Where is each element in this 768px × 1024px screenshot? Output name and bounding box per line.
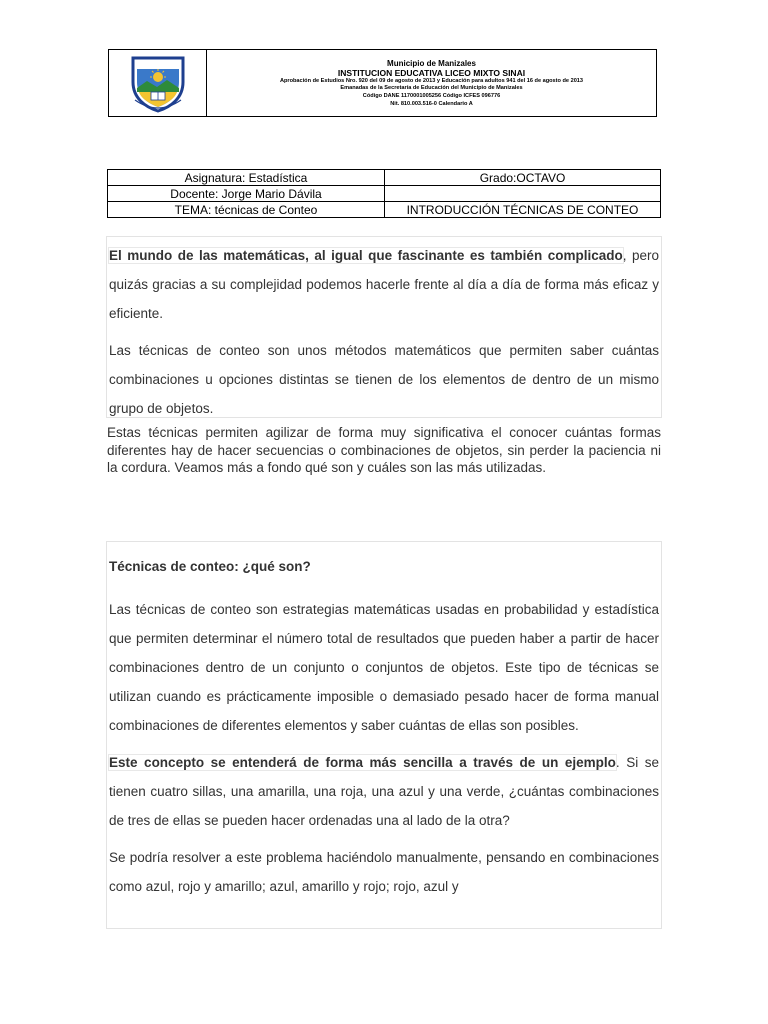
course-info-table [107, 169, 661, 218]
definition-paragraph: Las técnicas de conteo son unos métodos matemáticos que permiten saber cuántas combinaciones u opciones distintas se tienen de los elementos de dentro de un mismo grupo de objetos. [109, 343, 659, 416]
institution-name: INSTITUCION EDUCATIVA LICEO MIXTO SINAI [337, 67, 526, 78]
teacher-cell: Docente: Jorge Mario Dávila [108, 186, 385, 202]
example-rest: . Si se tienen cuatro sillas, una amarilla, una roja, una azul y una verde, ¿cuántas combinaciones de tres de ellas se pueden hacer ordenadas una al lado de la otra? [109, 755, 659, 828]
table-row [108, 170, 661, 186]
intro-section [106, 236, 662, 418]
municipality-line: Municipio de Manizales [387, 58, 476, 68]
explanation-paragraph: Las técnicas de conteo son estrategias matemáticas usadas en probabilidad y estadística que permiten determinar el número total de resultados que pueden haber a partir de hacer combinaciones dentro de un conjunto o conjuntos de objetos. Este tipo de técnicas se utilizan cuando es prácticamente imposible o demasiado pesado hacer de forma manual combinaciones de diferentes elementos y saber cuántas de ellas son posibles. [109, 602, 659, 733]
example-paragraph [109, 748, 659, 835]
table-row [108, 202, 661, 218]
section-heading: Técnicas de conteo: ¿qué son? [109, 559, 311, 574]
intro-paragraph [109, 241, 659, 328]
manual-solution-paragraph: Se podría resolver a este problema haciéndolo manualmente, pensando en combinaciones como azul, rojo y amarillo; azul, amarillo y rojo; rojo, azul y [109, 850, 659, 894]
intro-rest: , pero quizás gracias a su complejidad podemos hacerle frente al día a día de forma más eficaz y eficiente. [109, 248, 659, 321]
table-row [108, 186, 661, 202]
school-header [108, 49, 657, 117]
institution-info [207, 50, 656, 116]
secretary-line: Emanadas de la Secretaría de Educación del Municipio de Manizales [340, 85, 523, 92]
topic-cell: TEMA: técnicas de Conteo [108, 202, 385, 218]
school-shield-logo-icon [127, 52, 189, 114]
logo-cell [109, 50, 207, 116]
introduction-cell: INTRODUCCIÓN TÉCNICAS DE CONTEO [385, 202, 661, 218]
intro-bold-phrase: El mundo de las matemáticas, al igual que fascinante es también complicado [109, 248, 623, 263]
nit-line: Nit. 810.003.516-0 Calendario A [390, 100, 473, 107]
grade-cell: Grado:OCTAVO [385, 170, 661, 186]
codes-line: Código DANE 1170001005256 Código ICFES 096776 [362, 93, 501, 99]
subject-cell: Asignatura: Estadística [108, 170, 385, 186]
example-bold-phrase: Este concepto se entenderá de forma más sencilla a través de un ejemplo [109, 755, 616, 770]
approval-line: Aprobación de Estudios Nro. 920 del 09 de agosto de 2013 y Educación para adultos 941 del 16 de agosto de 2013 [279, 77, 584, 84]
what-are-section [106, 541, 662, 929]
empty-cell [385, 186, 661, 202]
plain-paragraph: Estas técnicas permiten agilizar de forma muy significativa el conocer cuántas formas diferentes hay de hacer secuencias o combinaciones de objetos, sin perder la paciencia ni la cordura. Veamos más a fondo qué son y cuáles son las más utilizadas. [107, 425, 661, 475]
